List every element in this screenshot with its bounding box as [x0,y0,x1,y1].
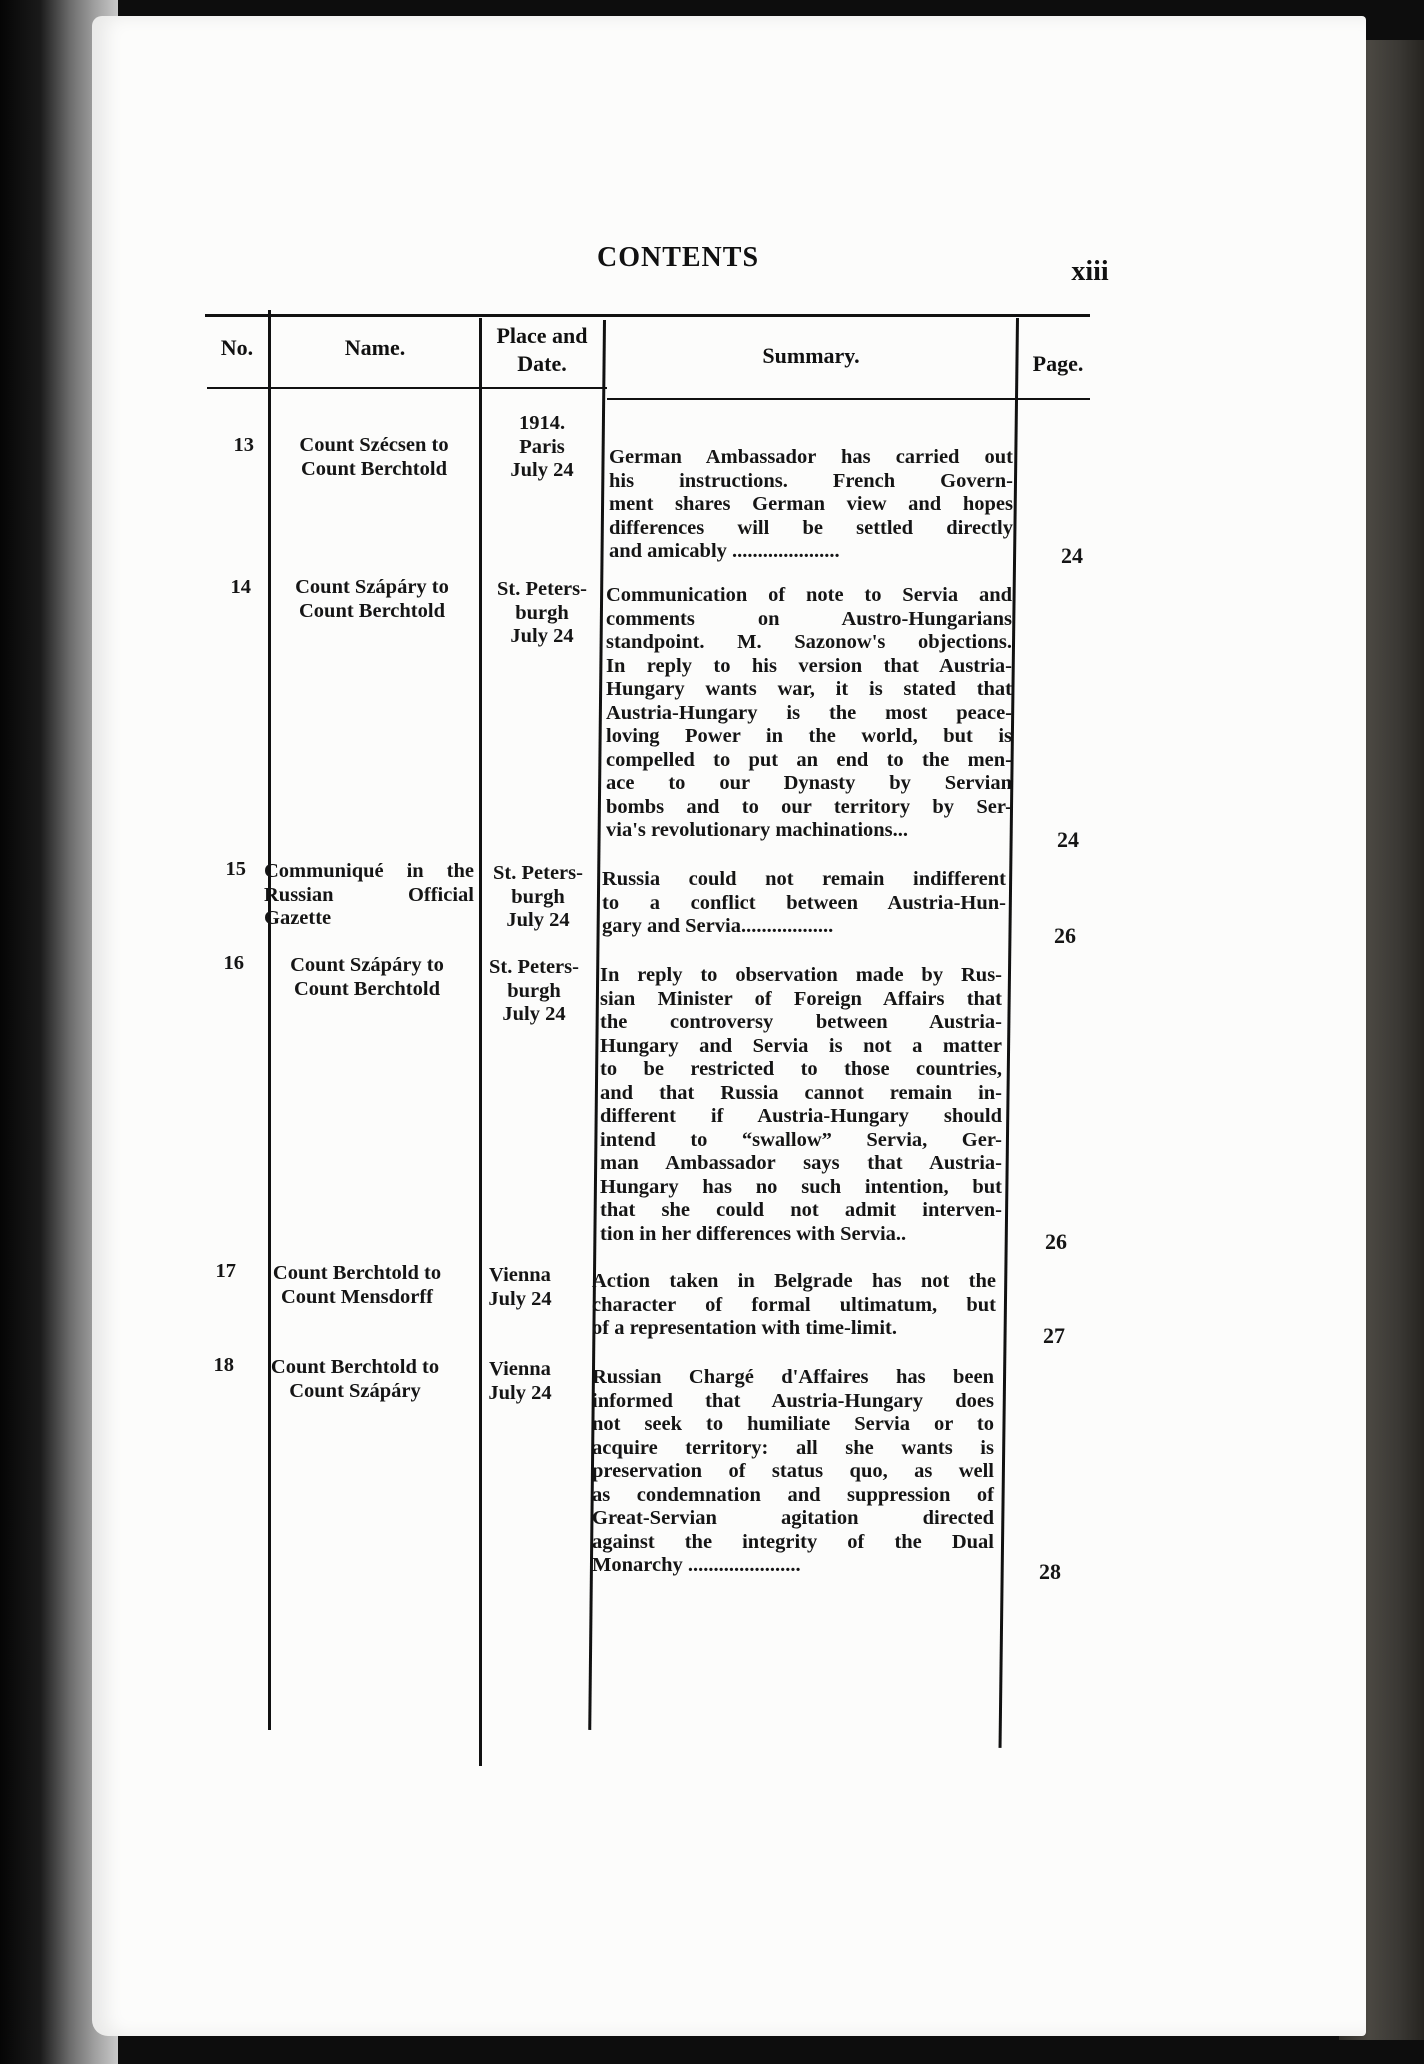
table-top-rule [205,314,1090,317]
row-16-number: 16 [223,952,244,974]
row-18-place-date: Vienna July 24 [488,1358,552,1404]
row-15-number: 15 [225,858,246,880]
row-14-place-date: St. Peters- burgh July 24 [497,578,587,647]
row-18-name: Count Berchtold to Count Szápáry [270,1356,440,1402]
row-14-name: Count Szápáry to Count Berchtold [295,576,449,622]
row-14-summary: Communication of note to Servia and comments on Austro-Hungarians standpoint. M. Sazonow's objections. In reply to his version that Austria- Hungary wants war, it is stated that Austria-Hungary is the most peace- loving Power in the world, but is compelled to put an end to the men- ace to our Dynasty by Servian bombs and to our territory by Ser- via's revolutionary machinations... [606,584,1012,841]
row-17-place-date: Vienna July 24 [488,1264,552,1310]
row-18-number: 18 [213,1354,234,1376]
column-divider-2 [479,318,482,1766]
page-title: CONTENTS [596,242,760,273]
row-18-summary: Russian Chargé d'Affaires has been informed that Austria-Hungary does not seek to humiliate Servia or to acquire territory: all she wants is preservation of status quo, as well as condemnation and suppression of Great-Servian agitation directed against the integrity of the Dual Monarchy ...................... [592,1366,994,1576]
row-16-summary: In reply to observation made by Rus- sian Minister of Foreign Affairs that the controversy between Austria- Hungary and Servia is not a matter to be restricted to those countries, and that Russia cannot remain in- different if Austria-Hungary should intend to “swallow” Servia, Ger- man Ambassador says that Austria- Hungary has no such intention, but that she could not admit interven- tion in her differences with Servia.. [600,964,1002,1245]
row-15-place-date: St. Peters- burgh July 24 [493,862,583,931]
row-15-name: Communiqué in the Russian Official Gazette [264,860,474,929]
column-header-page: Page. [1032,351,1084,376]
row-14-number: 14 [230,576,251,598]
row-14-page: 24 [1057,827,1079,852]
row-13-name: Count Szécsen to Count Berchtold [299,434,449,480]
row-17-summary: Action taken in Belgrade has not the character of formal ultimatum, but of a representation with time-limit. [592,1270,996,1339]
column-divider-1 [268,310,271,1730]
row-16-place-date: St. Peters- burgh July 24 [489,956,579,1025]
row-15-page: 26 [1054,923,1076,948]
column-header-name: Name. [344,335,406,360]
row-13-number: 13 [233,434,254,456]
page-number: xiii [1071,256,1109,287]
row-16-name: Count Szápáry to Count Berchtold [290,954,444,1000]
row-15-summary: Russia could not remain indifferent to a conflict between Austria-Hun- gary and Servia.................. [602,868,1006,937]
row-13-place-date: 1914. Paris July 24 [510,412,574,481]
row-13-page: 24 [1061,543,1083,568]
row-17-name: Count Berchtold to Count Mensdorff [272,1262,442,1308]
column-header-summary: Summary. [762,343,860,368]
header-bottom-rule [207,387,607,389]
column-header-no: No. [220,335,254,360]
row-16-page: 26 [1045,1229,1067,1254]
row-17-page: 27 [1043,1323,1065,1348]
column-header-place-date: Place and Date. [496,323,588,376]
row-17-number: 17 [215,1260,236,1282]
row-18-page: 28 [1039,1559,1061,1584]
row-13-summary: German Ambassador has carried out his instructions. French Govern- ment shares German view and hopes differences will be settled directly and amicably ..................... [609,446,1013,562]
